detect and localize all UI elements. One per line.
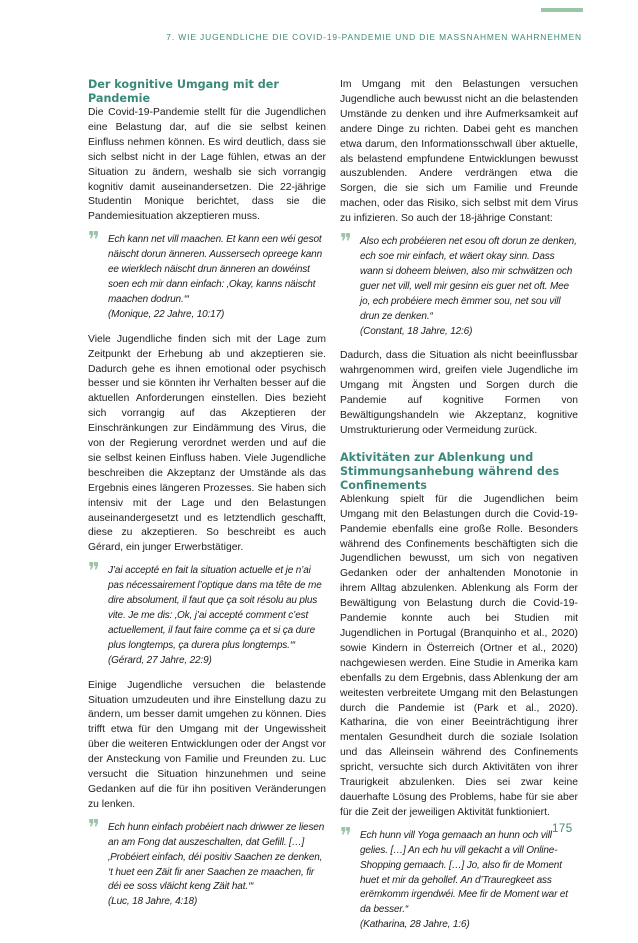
- quote-block: [88, 228, 326, 322]
- paragraph: Ablenkung spielt für die Jugendlichen beim Umgang mit den Belastungen durch die Covid-19-Pandemie ebenfalls eine große Rolle. Besonders während des Confinements beschäftigten sich die Jugendlichen bewusst, um sich von negativen Gedanken oder der anhaltenden Monotonie in ihrem Alltag abzulenken. Ablenkung als Form der Bewältigung von Belastung durch die Covid-19-Pandemie konnte auch bei Studien mit Jugendlichen in Portugal (Branquinho et al., 2020) sowie Kindern in Österreich (Ortner et al., 2020) nachgewiesen werden. Eine Studie in Amerika kam ebenfalls zu dem Ergebnis, dass Ablenkung der am weitesten verbreitete Umgang mit den Belastungen durch die Pandemie ist (Park et al., 2020). Katharina, die von einer Beeinträchtigung ihrer mentalen Gesundheit durch die soziale Isolation und das Alleinsein während des Confinements spricht, versuchte sich durch Aktivitäten von ihrer Traurigkeit abzulenken. Dies sei zwar keine dauerhafte Lösung des Problems, habe für sie aber für die Zeit der jeweiligen Aktivität funktioniert.: [340, 493, 578, 818]
- quote-text: J’ai accepté en fait la situation actuelle et je n’ai pas nécessairement l’optique dans ma tête de me dire absolument, il faut que ça soit résolu au plus vite. Je me dis: ‚Ok, j’ai accepté comment c’est actuellement, il faut faire comme ça et si ça dure plus longtemps, ça durera plus longtemps.‘“: [108, 565, 322, 651]
- paragraph: Einige Jugendliche versuchen die belastende Situation umzudeuten und ihre Einstellung dazu zu ändern, um besser damit umgehen zu können. Dies trifft etwa für den Umgang mit der Ungewissheit über die weiteren Entwicklungen oder der Angst vor der Ansteckung von Familie und Freunden zu. Luc versucht die Situation hinzunehmen und seine Gedanken auf die für ihn positiven Veränderungen zu lenken.: [88, 679, 326, 810]
- quote-block: [88, 559, 326, 668]
- quote-mark-icon: ❞: [88, 228, 100, 254]
- paragraph: Dadurch, dass die Situation als nicht beeinflussbar wahrgenommen wird, greifen viele Jugendliche im Umgang mit Ängsten und Sorgen durch die Pandemie auf kognitive Formen von Bewältigungshandeln wie Akzeptanz, kognitive Umstrukturierung oder Vermeidung zurück.: [340, 350, 578, 436]
- quote-attribution: (Katharina, 28 Jahre, 1:6): [360, 919, 470, 931]
- right-column: [340, 78, 578, 943]
- quote-attribution: (Monique, 22 Jahre, 10:17): [108, 308, 225, 320]
- quote-text: Also ech probéieren net esou oft dorun ze denken, ech soe mir einfach, et wäert okay sinn. Dass wann si doheem bleiwen, also mir schwätzen och guer net vill, well mir gesinn eis guer net oft. Mee jo, ech probéiere mech ëmmer sou, net sou vill drun ze denken.“: [360, 236, 577, 322]
- left-column: [88, 78, 326, 920]
- page-number: 175: [552, 823, 573, 835]
- paragraph: Die Covid-19-Pandemie stellt für die Jugendlichen eine Belastung dar, auf die sie selbst keinen Einfluss nehmen können. Es wird deutlich, dass sie sich selbst nicht in der Lage fühlen, etwas an der Situation zu ändern, weshalb sie sich vorrangig kognitiv damit auseinandersetzen. Die 22-jährige Studentin Monique berichtet, dass sie die Pandemiesituation akzeptieren muss.: [88, 107, 326, 223]
- quote-attribution: (Luc, 18 Jahre, 4:18): [108, 896, 198, 908]
- quote-block: [340, 230, 578, 339]
- quote-attribution: (Constant, 18 Jahre, 12:6): [360, 325, 473, 337]
- header-accent-bar: [541, 8, 583, 12]
- paragraph: Im Umgang mit den Belastungen versuchen Jugendliche auch bewusst nicht an die belastenden Umstände zu denken und ihre Aufmerksamkeit auf andere Dinge zu richten. Dabei geht es manchen etwa darum, den Informationsschwall über aktuelle, als belastend empfundene Entwicklungen bewusst auszublenden. Andere verdrängen etwa die Sorgen, die sie sich um Familie und Freunde machen, oder das Risiko, sich selbst mit dem Virus zu infizieren. So auch der 18-jährige Constant:: [340, 79, 578, 225]
- paragraph: Viele Jugendliche finden sich mit der Lage zum Zeitpunkt der Erhebung ab und akzeptieren sie. Dadurch gehe es ihnen emotional oder psychisch besser und sie könnten ihr Verhalten besser auf die aktuellen Anforderungen einstellen. Dies bezieht sich vorrangig auf das Akzeptieren der Einschränkungen zur Eindämmung des Virus, die von der Regierung verordnet werden und auf die sie selbst keinen Einfluss haben. Viele Jugendliche beschreiben die Akzeptanz der Umstände als das Ergebnis eines längeren Prozesses. Sie haben sich intensiv mit der Lage und den Belastungen auseinandergesetzt und es letztendlich geschafft, diese zu akzeptieren. So beschreibt es auch Gérard, ein junger Erwerbstätiger.: [88, 333, 326, 554]
- quote-text: Ech kann net vill maachen. Et kann een wéi gesot näischt dorun änneren. Aussersech opreege kann ee wierklech näischt drun änneren an dowéinst soen ech mir dann einfach: ‚Okay, kanns näischt maachen dodrun.‘“: [108, 234, 322, 305]
- quote-mark-icon: ❞: [340, 230, 352, 256]
- quote-mark-icon: ❞: [340, 823, 352, 849]
- spacer: [340, 439, 578, 451]
- section-heading-distraction: Aktivitäten zur Ablenkung und Stimmungsanhebung während des Confinements: [340, 450, 560, 492]
- running-header: 7. WIE JUGENDLICHE DIE COVID-19-PANDEMIE UND DIE MASSNAHMEN WAHRNEHMEN: [166, 32, 582, 42]
- quote-mark-icon: ❞: [88, 559, 100, 585]
- section-heading-cognitive: Der kognitive Umgang mit der Pandemie: [88, 78, 279, 105]
- quote-text: Ech hunn vill Yoga gemaach an hunn och vill gelies. […] An ech hu vill gekacht a vill Online-Shopping gemaach. […] Jo, also fir de Moment huet et mir da gehollef. An d’Trauregkeet ass erëmkomm irgendwéi. Mee fir de Moment war et da besser.“: [360, 829, 568, 916]
- quote-mark-icon: ❞: [88, 815, 100, 841]
- quote-attribution: (Gérard, 27 Jahre, 22:9): [108, 654, 212, 666]
- quote-block: [340, 823, 578, 933]
- quote-text: Ech hunn einfach probéiert nach driwwer ze liesen an am Fong dat auszeschalten, dat Gefill. […] ‚Probéiert einfach, déi positiv Saachen ze denken, ‘t huet een Zäit fir aner Saachen ze maachen, fir déi ee soss vläicht keng Zäit hat.‘“: [108, 821, 325, 893]
- quote-block: [88, 815, 326, 910]
